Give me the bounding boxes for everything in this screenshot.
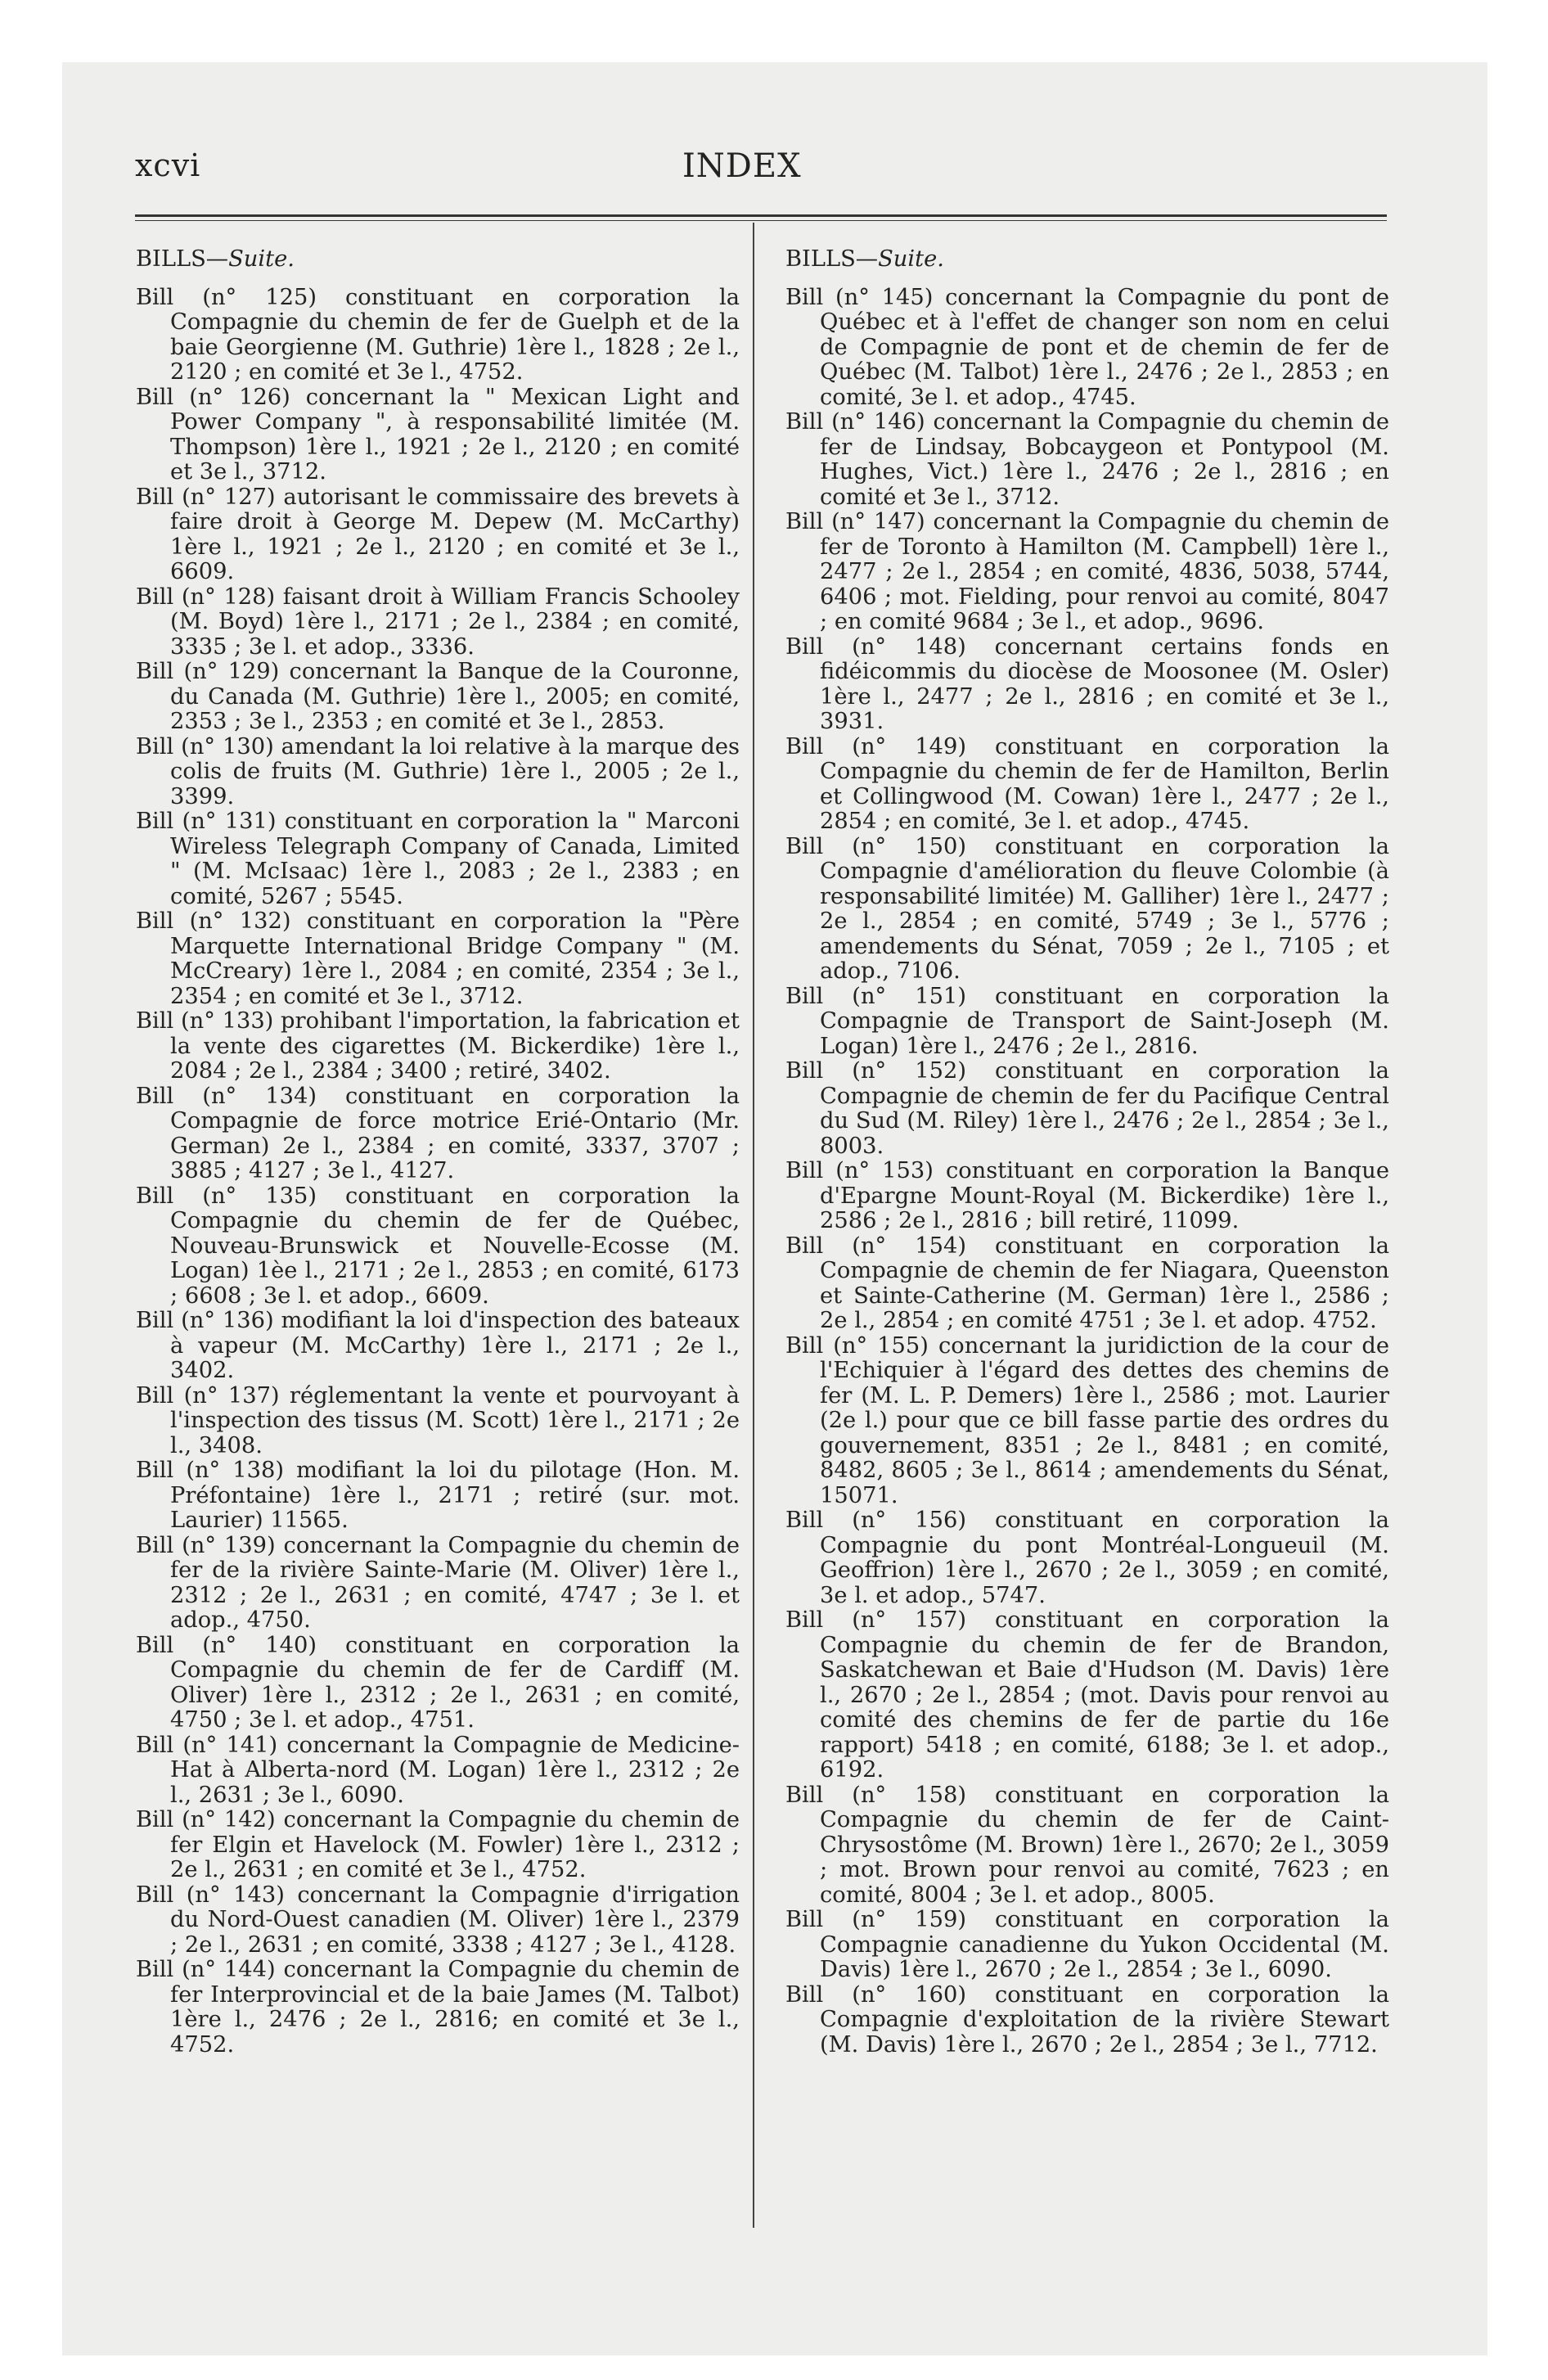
page-number: xcvi [135,147,201,183]
section-heading: BILLS—Suite. [785,246,944,272]
index-entry: Bill (n° 132) constituant en corporation la "Père Marquette International Bridge Company " (M. McCreary) 1ère l., 2084 ; en comité, 2354 ; 3e l., 2354 ; en comité et 3e l., 3712. [136,908,740,1009]
index-entry: Bill (n° 128) faisant droit à William Francis Schooley (M. Boyd) 1ère l., 2171 ; 2e l., 2384 ; en comité, 3335 ; 3e l. et adop., 3336. [136,584,740,660]
index-entry: Bill (n° 125) constituant en corporation la Compagnie du chemin de fer de Guelph et de la baie Georgienne (M. Guthrie) 1ère l., 1828 ; 2e l., 2120 ; en comité et 3e l., 4752. [136,284,740,385]
index-entry: Bill (n° 141) concernant la Compagnie de Medicine-Hat à Alberta-nord (M. Logan) 1ère l., 2312 ; 2e l., 2631 ; 3e l., 6090. [136,1732,740,1808]
index-entry: Bill (n° 156) constituant en corporation la Compagnie du pont Montréal-Longueuil (M. Geoffrion) 1ère l., 2670 ; 2e l., 3059 ; en comité, 3e l. et adop., 5747. [785,1508,1389,1608]
index-entry: Bill (n° 155) concernant la juridiction de la cour de l'Echiquier à l'égard des dettes des chemins de fer (M. L. P. Demers) 1ère l., 2586 ; mot. Laurier (2e l.) pour que ce bill fasse partie des ordres du gouvernement, 8351 ; 2e l., 8481 ; en comité, 8482, 8605 ; 3e l., 8614 ; amendements du Sénat, 15071. [785,1332,1389,1508]
index-entry: Bill (n° 157) constituant en corporation la Compagnie du chemin de fer de Brandon, Saskatchewan et Baie d'Hudson (M. Davis) 1ère l., 2670 ; 2e l., 2854 ; (mot. Davis pour renvoi au comité des chemins de fer de partie du 16e rapport) 5418 ; en comité, 6188; 3e l. et adop., 6192. [785,1607,1389,1783]
index-entry: Bill (n° 160) constituant en corporation la Compagnie d'exploitation de la rivière Stewart (M. Davis) 1ère l., 2670 ; 2e l., 2854 ; 3e l., 7712. [785,1981,1389,2058]
heading-text: BILLS [785,246,856,272]
column-divider [753,223,754,2228]
index-entry: Bill (n° 143) concernant la Compagnie d'irrigation du Nord-Ouest canadien (M. Oliver) 1ère l., 2379 ; 2e l., 2631 ; en comité, 3338 ; 4127 ; 3e l., 4128. [136,1882,740,1958]
index-entry: Bill (n° 129) concernant la Banque de la Couronne, du Canada (M. Guthrie) 1ère l., 2005; en comité, 2353 ; 3e l., 2353 ; en comité et 3e l., 2853. [136,659,740,734]
index-entry: Bill (n° 135) constituant en corporation la Compagnie du chemin de fer de Québec, Nouveau-Brunswick et Nouvelle-Ecosse (M. Logan) 1èe l., 2171 ; 2e l., 2853 ; en comité, 6173 ; 6608 ; 3e l. et adop., 6609. [136,1183,740,1309]
index-entry: Bill (n° 142) concernant la Compagnie du chemin de fer Elgin et Havelock (M. Fowler) 1ère l., 2312 ; 2e l., 2631 ; en comité et 3e l., 4752. [136,1807,740,1882]
index-entry: Bill (n° 152) constituant en corporation la Compagnie de chemin de fer du Pacifique Central du Sud (M. Riley) 1ère l., 2476 ; 2e l., 2854 ; 3e l., 8003. [785,1058,1389,1159]
left-column [136,247,740,2058]
index-entry: Bill (n° 136) modifiant la loi d'inspection des bateaux à vapeur (M. McCarthy) 1ère l., 2171 ; 2e l., 3402. [136,1308,740,1383]
index-entry: Bill (n° 147) concernant la Compagnie du chemin de fer de Toronto à Hamilton (M. Campbell) 1ère l., 2477 ; 2e l., 2854 ; en comité, 4836, 5038, 5744, 6406 ; mot. Fielding, pour renvoi au comité, 8047 ; en comité 9684 ; 3e l., et adop., 9696. [785,509,1389,634]
page-title: INDEX [682,147,802,185]
index-entry: Bill (n° 130) amendant la loi relative à la marque des colis de fruits (M. Guthrie) 1ère l., 2005 ; 2e l., 3399. [136,733,740,809]
index-entry: Bill (n° 153) constituant en corporation la Banque d'Epargne Mount-Royal (M. Bickerdike) 1ère l., 2586 ; 2e l., 2816 ; bill retiré, 11099. [785,1158,1389,1233]
index-entry: Bill (n° 150) constituant en corporation la Compagnie d'amélioration du fleuve Colombie (à responsabilité limitée) M. Galliher) 1ère l., 2477 ; 2e l., 2854 ; en comité, 5749 ; 3e l., 5776 ; amendements du Sénat, 7059 ; 2e l., 7105 ; et adop., 7106. [785,833,1389,984]
heading-suffix: Suite. [228,246,295,272]
index-entry: Bill (n° 158) constituant en corporation la Compagnie du chemin de fer de Caint-Chrysostôme (M. Brown) 1ère l., 2670; 2e l., 3059 ; mot. Brown pour renvoi au comité, 7623 ; en comité, 8004 ; 3e l. et adop., 8005. [785,1782,1389,1908]
index-entry: Bill (n° 131) constituant en corporation la " Marconi Wireless Telegraph Company of Canada, Limited " (M. McIsaac) 1ère l., 2083 ; 2e l., 2383 ; en comité, 5267 ; 5545. [136,809,740,909]
index-entry: Bill (n° 137) réglementant la vente et pourvoyant à l'inspection des tissus (M. Scott) 1ère l., 2171 ; 2e l., 3408. [136,1382,740,1458]
index-entry: Bill (n° 139) concernant la Compagnie du chemin de fer de la rivière Sainte-Marie (M. Oliver) 1ère l., 2312 ; 2e l., 2631 ; en comité, 4747 ; 3e l. et adop., 4750. [136,1532,740,1633]
index-entry: Bill (n° 127) autorisant le commissaire des brevets à faire droit à George M. Depew (M. McCarthy) 1ère l., 1921 ; 2e l., 2120 ; en comité et 3e l., 6609. [136,484,740,584]
index-entry: Bill (n° 138) modifiant la loi du pilotage (Hon. M. Préfontaine) 1ère l., 2171 ; retiré (sur. mot. Laurier) 11565. [136,1458,740,1533]
index-entry: Bill (n° 145) concernant la Compagnie du pont de Québec et à l'effet de changer son nom en celui de Compagnie de pont et de chemin de fer de Québec (M. Talbot) 1ère l., 2476 ; 2e l., 2853 ; en comité, 3e l. et adop., 4745. [785,284,1389,410]
right-column [785,247,1389,2058]
index-entry: Bill (n° 149) constituant en corporation la Compagnie du chemin de fer de Hamilton, Berlin et Collingwood (M. Cowan) 1ère l., 2477 ; 2e l., 2854 ; en comité, 3e l. et adop., 4745. [785,733,1389,834]
index-entry: Bill (n° 154) constituant en corporation la Compagnie de chemin de fer Niagara, Queenston et Sainte-Catherine (M. German) 1ère l., 2586 ; 2e l., 2854 ; en comité 4751 ; 3e l. et adop. 4752. [785,1233,1389,1333]
index-entry: Bill (n° 140) constituant en corporation la Compagnie du chemin de fer de Cardiff (M. Oliver) 1ère l., 2312 ; 2e l., 2631 ; en comité, 4750 ; 3e l. et adop., 4751. [136,1632,740,1733]
index-entry: Bill (n° 148) concernant certains fonds en fidéicommis du diocèse de Moosonee (M. Osler) 1ère l., 2477 ; 2e l., 2816 ; en comité et 3e l., 3931. [785,633,1389,734]
section-heading: BILLS—Suite. [136,246,295,272]
index-entry: Bill (n° 134) constituant en corporation la Compagnie de force motrice Erié-Ontario (Mr. German) 2e l., 2384 ; en comité, 3337, 3707 ; 3885 ; 4127 ; 3e l., 4127. [136,1083,740,1183]
index-entry: Bill (n° 151) constituant en corporation la Compagnie de Transport de Saint-Joseph (M. Logan) 1ère l., 2476 ; 2e l., 2816. [785,983,1389,1059]
heading-suffix: Suite. [878,246,944,272]
index-entry: Bill (n° 144) concernant la Compagnie du chemin de fer Interprovincial et de la baie James (M. Talbot) 1ère l., 2476 ; 2e l., 2816; en comité et 3e l., 4752. [136,1957,740,2058]
index-entry: Bill (n° 146) concernant la Compagnie du chemin de fer de Lindsay, Bobcaygeon et Pontypool (M. Hughes, Vict.) 1ère l., 2476 ; 2e l., 2816 ; en comité et 3e l., 3712. [785,409,1389,510]
heading-text: BILLS [136,246,206,272]
header-rule-thin [135,220,1387,221]
index-entry: Bill (n° 126) concernant la " Mexican Light and Power Company ", à responsabilité limitée (M. Thompson) 1ère l., 1921 ; 2e l., 2120 ; en comité et 3e l., 3712. [136,384,740,485]
index-entry: Bill (n° 159) constituant en corporation la Compagnie canadienne du Yukon Occidental (M. Davis) 1ère l., 2670 ; 2e l., 2854 ; 3e l., 6090. [785,1907,1389,1982]
header-rule [135,214,1387,217]
index-entry: Bill (n° 133) prohibant l'importation, la fabrication et la vente des cigarettes (M. Bickerdike) 1ère l., 2084 ; 2e l., 2384 ; 3400 ; retiré, 3402. [136,1008,740,1084]
